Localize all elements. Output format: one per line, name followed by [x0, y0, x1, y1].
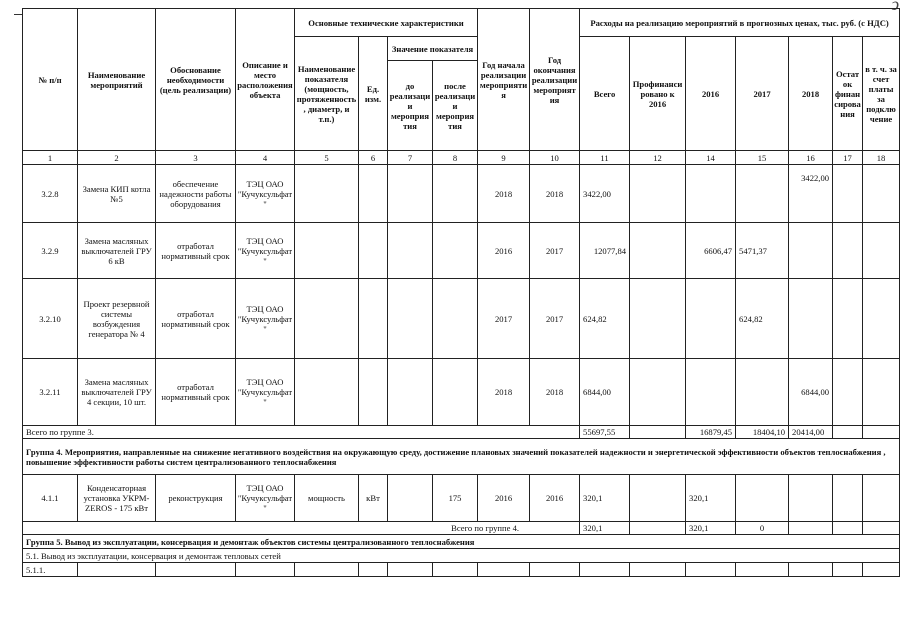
row-remaining [833, 359, 863, 426]
column-number: 5 [295, 151, 359, 165]
row-indicator [295, 279, 359, 359]
row-before [388, 165, 433, 223]
row-end-year: 2017 [530, 279, 580, 359]
column-number: 10 [530, 151, 580, 165]
row-empty-cell [478, 563, 530, 577]
group3-total-value: 55697,55 [580, 426, 630, 439]
row-empty-cell [789, 563, 833, 577]
row-end-year: 2018 [530, 359, 580, 426]
row-before [388, 279, 433, 359]
row-before [388, 359, 433, 426]
row-empty-cell [156, 563, 236, 577]
row-2016 [686, 165, 736, 223]
row-total: 320,1 [580, 475, 630, 522]
column-number: 18 [863, 151, 900, 165]
column-number: 8 [433, 151, 478, 165]
row-total: 6844,00 [580, 359, 630, 426]
row-indicator [295, 359, 359, 426]
row-location: ТЭЦ ОАО "Кучуксульфат" [236, 359, 295, 426]
header-start-year: Год начала реализации мероприятия [478, 9, 530, 151]
group3-total-2016: 16879,45 [686, 426, 736, 439]
header-description: Описание и место расположения объекта [236, 9, 295, 151]
row-location: ТЭЦ ОАО "Кучуксульфат" [236, 223, 295, 279]
row-empty-cell [530, 563, 580, 577]
row-location: ТЭЦ ОАО "Кучуксульфат" [236, 279, 295, 359]
group5-title-row [23, 535, 900, 549]
row-after: 175 [433, 475, 478, 522]
row-2016 [686, 359, 736, 426]
header-total: Всего [580, 37, 630, 151]
group4-title: Группа 4. Мероприятия, направленные на снижение негативного воздействия на окружающую среду, достижение плановых значений показателей надежности и энергетической эффективности объектов теплоснабжения , повышение эффективности работы систем централизованного теплоснабжения [23, 439, 900, 475]
column-number: 1 [23, 151, 78, 165]
header-2017: 2017 [736, 37, 789, 151]
row-name: Замена КИП котла №5 [78, 165, 156, 223]
table-row [23, 165, 900, 223]
row-total: 12077,84 [580, 223, 630, 279]
row-2018: 6844,00 [789, 359, 833, 426]
group4-total-2016: 320,1 [686, 522, 736, 535]
group3-total-2017: 18404,10 [736, 426, 789, 439]
group5-subtitle: 5.1. Вывод из эксплуатации, консервация и демонтаж тепловых сетей [23, 549, 900, 563]
column-number: 14 [686, 151, 736, 165]
row-unit [359, 279, 388, 359]
row-location: ТЭЦ ОАО "Кучуксульфат" [236, 165, 295, 223]
group4-total-value: 320,1 [580, 522, 630, 535]
row-2016: 320,1 [686, 475, 736, 522]
row-connection [863, 165, 900, 223]
header-tech-group: Основные технические характеристики [295, 9, 478, 37]
row-empty-cell [295, 563, 359, 577]
group5-sub-row [23, 549, 900, 563]
row-after [433, 359, 478, 426]
row-end-year: 2017 [530, 223, 580, 279]
header-2016: 2016 [686, 37, 736, 151]
row-end-year: 2016 [530, 475, 580, 522]
row-start-year: 2016 [478, 223, 530, 279]
row-total: 624,82 [580, 279, 630, 359]
row-financed [630, 279, 686, 359]
row-num: 3.2.8 [23, 165, 78, 223]
column-number: 7 [388, 151, 433, 165]
row-connection [863, 279, 900, 359]
row-num: 4.1.1 [23, 475, 78, 522]
header-reason: Обоснование необходимости (цель реализации) [156, 9, 236, 151]
row-2018 [789, 279, 833, 359]
column-number: 2 [78, 151, 156, 165]
row-2016 [686, 279, 736, 359]
group5-title: Группа 5. Вывод из эксплуатации, консервация и демонтаж объектов системы централизованного теплоснабжения [23, 535, 900, 549]
row-after [433, 279, 478, 359]
group3-total-connection [863, 426, 900, 439]
group3-total-row [23, 426, 900, 439]
row-remaining [833, 279, 863, 359]
row-name: Конденсаторная установка УКРМ-ZEROS - 175 кВт [78, 475, 156, 522]
row-empty-cell [236, 563, 295, 577]
table-row [23, 359, 900, 426]
row-empty-cell [78, 563, 156, 577]
row-2018 [789, 223, 833, 279]
column-number: 6 [359, 151, 388, 165]
row-empty-cell [580, 563, 630, 577]
column-number: 17 [833, 151, 863, 165]
group3-total-financed [630, 426, 686, 439]
header-2018: 2018 [789, 37, 833, 151]
row-remaining [833, 223, 863, 279]
row-empty-cell [388, 563, 433, 577]
row-empty-cell [736, 563, 789, 577]
row-name: Замена масляных выключателей ГРУ 6 кВ [78, 223, 156, 279]
header-financed: Профинансировано к 2016 [630, 37, 686, 151]
row-2017: 5471,37 [736, 223, 789, 279]
column-number: 9 [478, 151, 530, 165]
row-end-year: 2018 [530, 165, 580, 223]
row-2018: 3422,00 [789, 165, 833, 223]
column-number: 12 [630, 151, 686, 165]
row-unit [359, 359, 388, 426]
column-number: 4 [236, 151, 295, 165]
table-row [23, 223, 900, 279]
row-connection [863, 359, 900, 426]
row-after [433, 165, 478, 223]
group4-total-connection [863, 522, 900, 535]
row-start-year: 2017 [478, 279, 530, 359]
row-remaining [833, 475, 863, 522]
group4-total-financed [630, 522, 686, 535]
header-indicator: Наименование показателя (мощность, протяженность, диаметр, и т.п.) [295, 37, 359, 151]
row-remaining [833, 165, 863, 223]
header-unit: Ед. изм. [359, 37, 388, 151]
column-number-row [23, 151, 900, 165]
row-before [388, 475, 433, 522]
row-financed [630, 359, 686, 426]
column-number: 15 [736, 151, 789, 165]
header-before: до реализации мероприятия [388, 61, 433, 151]
row-unit [359, 165, 388, 223]
group3-total-label: Всего по группе 3. [23, 426, 580, 439]
row-reason: отработал нормативный срок [156, 223, 236, 279]
group4-total-2017: 0 [736, 522, 789, 535]
row-num: 3.2.11 [23, 359, 78, 426]
row-empty-cell [686, 563, 736, 577]
group4-total-label: Всего по группе 4. [23, 522, 580, 535]
row-num: 3.2.10 [23, 279, 78, 359]
group4-title-row [23, 439, 900, 475]
column-number: 3 [156, 151, 236, 165]
header-num: № п/п [23, 9, 78, 151]
table-row [23, 279, 900, 359]
row-num: 5.1.1. [23, 563, 78, 577]
row-indicator [295, 223, 359, 279]
row-financed [630, 223, 686, 279]
row-indicator [295, 165, 359, 223]
header-remaining: Остаток финансирования [833, 37, 863, 151]
row-location: ТЭЦ ОАО "Кучуксульфат" [236, 475, 295, 522]
row-reason: отработал нормативный срок [156, 359, 236, 426]
row-name: Замена масляных выключателей ГРУ 4 секции, 10 шт. [78, 359, 156, 426]
column-number: 16 [789, 151, 833, 165]
row-unit: кВт [359, 475, 388, 522]
row-2017 [736, 359, 789, 426]
row-num: 3.2.9 [23, 223, 78, 279]
row-2017 [736, 475, 789, 522]
header-costs-group: Расходы на реализацию мероприятий в прогнозных ценах, тыс. руб. (с НДС) [580, 9, 900, 37]
row-empty-cell [359, 563, 388, 577]
row-2018 [789, 475, 833, 522]
row-empty-cell [833, 563, 863, 577]
row-reason: обеспечение надежности работы оборудования [156, 165, 236, 223]
row-connection [863, 223, 900, 279]
row-indicator: мощность [295, 475, 359, 522]
row-financed [630, 475, 686, 522]
row-financed [630, 165, 686, 223]
row-name: Проект резервной системы возбуждения генератора № 4 [78, 279, 156, 359]
row-start-year: 2018 [478, 359, 530, 426]
row-empty-cell [863, 563, 900, 577]
header-name: Наименование мероприятий [78, 9, 156, 151]
row-unit [359, 223, 388, 279]
header-after: после реализации мероприятия [433, 61, 478, 151]
investment-table [22, 8, 900, 577]
group3-total-2018: 20414,00 [789, 426, 833, 439]
row-empty-cell [433, 563, 478, 577]
row-connection [863, 475, 900, 522]
header-end-year: Год окончания реализации мероприятия [530, 9, 580, 151]
row-reason: реконструкция [156, 475, 236, 522]
row-start-year: 2016 [478, 475, 530, 522]
header-connection: в т. ч. за счет платы за подключение [863, 37, 900, 151]
row-2017 [736, 165, 789, 223]
column-number: 11 [580, 151, 630, 165]
row-start-year: 2018 [478, 165, 530, 223]
row-2016: 6606,47 [686, 223, 736, 279]
header-values-group: Значение показателя [388, 37, 478, 61]
group4-total-row [23, 522, 900, 535]
row-after [433, 223, 478, 279]
group4-total-2018 [789, 522, 833, 535]
row-empty-cell [630, 563, 686, 577]
table-row [23, 563, 900, 577]
header-row-1 [23, 9, 900, 37]
page-corner-mark: ↄ [890, 0, 899, 14]
group3-total-remaining [833, 426, 863, 439]
row-total: 3422,00 [580, 165, 630, 223]
row-reason: отработал нормативный срок [156, 279, 236, 359]
margin-tick [14, 14, 22, 15]
row-2017: 624,82 [736, 279, 789, 359]
row-before [388, 223, 433, 279]
table-row [23, 475, 900, 522]
group4-total-remaining [833, 522, 863, 535]
